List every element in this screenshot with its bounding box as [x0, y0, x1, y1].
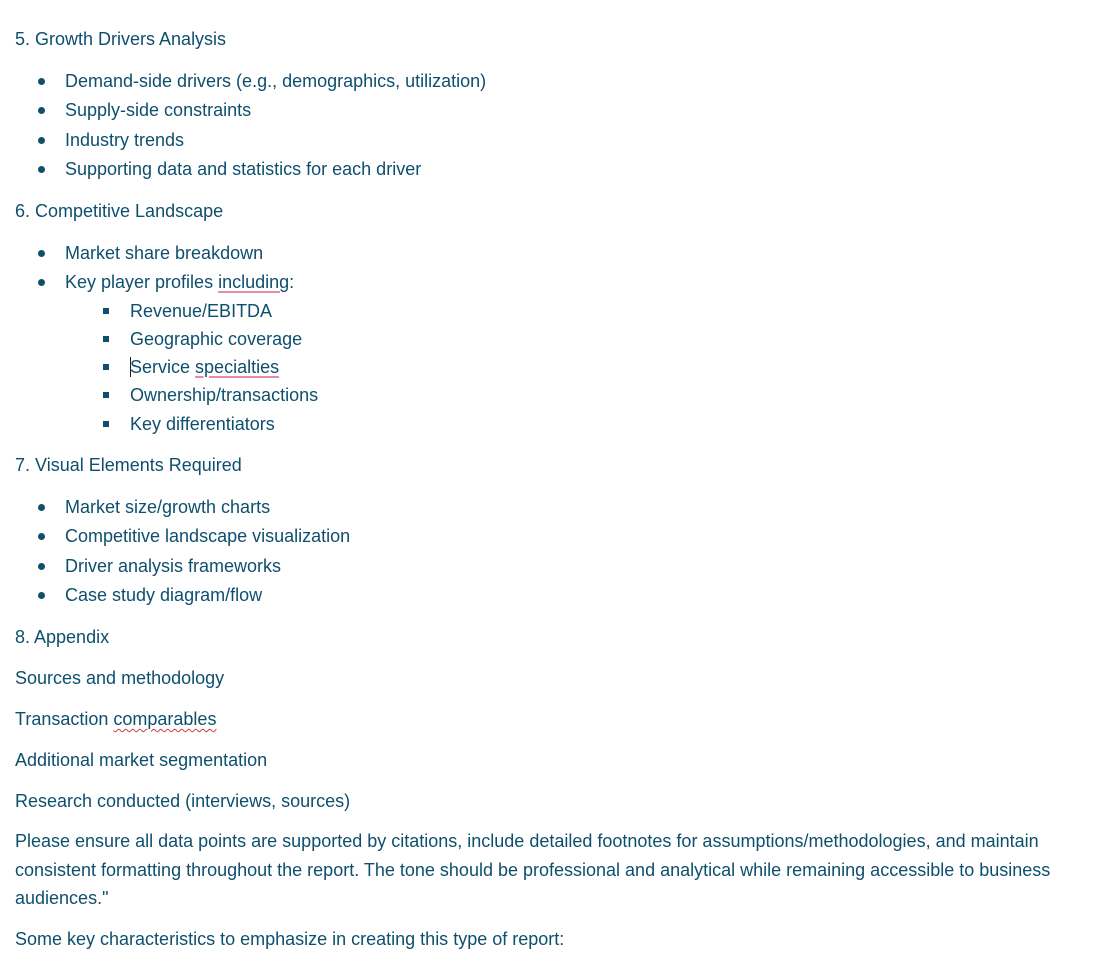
service-word: Service	[130, 357, 191, 377]
section-5-heading: 5. Growth Drivers Analysis	[15, 29, 227, 49]
bullet-item: Demand-side drivers (e.g., demographics, utilization)	[65, 71, 487, 91]
spellcheck-word[interactable]: comparables	[113, 709, 217, 729]
final-line: Some key characteristics to emphasize in creating this type of report:	[15, 929, 565, 949]
appendix-line: Sources and methodology	[15, 668, 225, 688]
appendix-line-transaction	[15, 708, 216, 730]
appendix-line: Research conducted (interviews, sources)	[15, 791, 351, 811]
appendix-line: Additional market segmentation	[15, 750, 268, 770]
bullet-item: Supporting data and statistics for each driver	[65, 159, 422, 179]
bullet-item: Supply-side constraints	[65, 100, 252, 120]
bullet-item: Industry trends	[65, 130, 185, 150]
bullet-item-key-player	[65, 271, 294, 293]
key-player-prefix: Key player profiles	[65, 272, 219, 292]
closing-paragraph: Please ensure all data points are supported by citations, include detailed footnotes for assumptions/methodologies, and maintain consistent formatting throughout the report. The tone should be professional and analytical while remaining accessible to business audiences."	[15, 831, 1051, 908]
sub-bullet-item: Revenue/EBITDA	[130, 301, 273, 321]
bullet-item: Market share breakdown	[65, 243, 264, 263]
bullet-item: Driver analysis frameworks	[65, 556, 282, 576]
spellcheck-word[interactable]: specialties	[195, 357, 280, 377]
sub-bullet-item: Ownership/transactions	[130, 385, 319, 405]
section-7-heading: 7. Visual Elements Required	[15, 455, 242, 475]
sub-bullet-item-service	[130, 356, 279, 378]
sub-bullet-item: Key differentiators	[130, 414, 275, 434]
sub-bullet-item: Geographic coverage	[130, 329, 303, 349]
bullet-item: Case study diagram/flow	[65, 585, 263, 605]
spellcheck-word[interactable]: including	[218, 272, 290, 292]
key-player-suffix: :	[289, 272, 295, 292]
section-6-heading: 6. Competitive Landscape	[15, 201, 224, 221]
transaction-prefix: Transaction	[15, 709, 114, 729]
section-8-heading: 8. Appendix	[15, 627, 110, 647]
bullet-item: Competitive landscape visualization	[65, 526, 351, 546]
bullet-item: Market size/growth charts	[65, 497, 271, 517]
